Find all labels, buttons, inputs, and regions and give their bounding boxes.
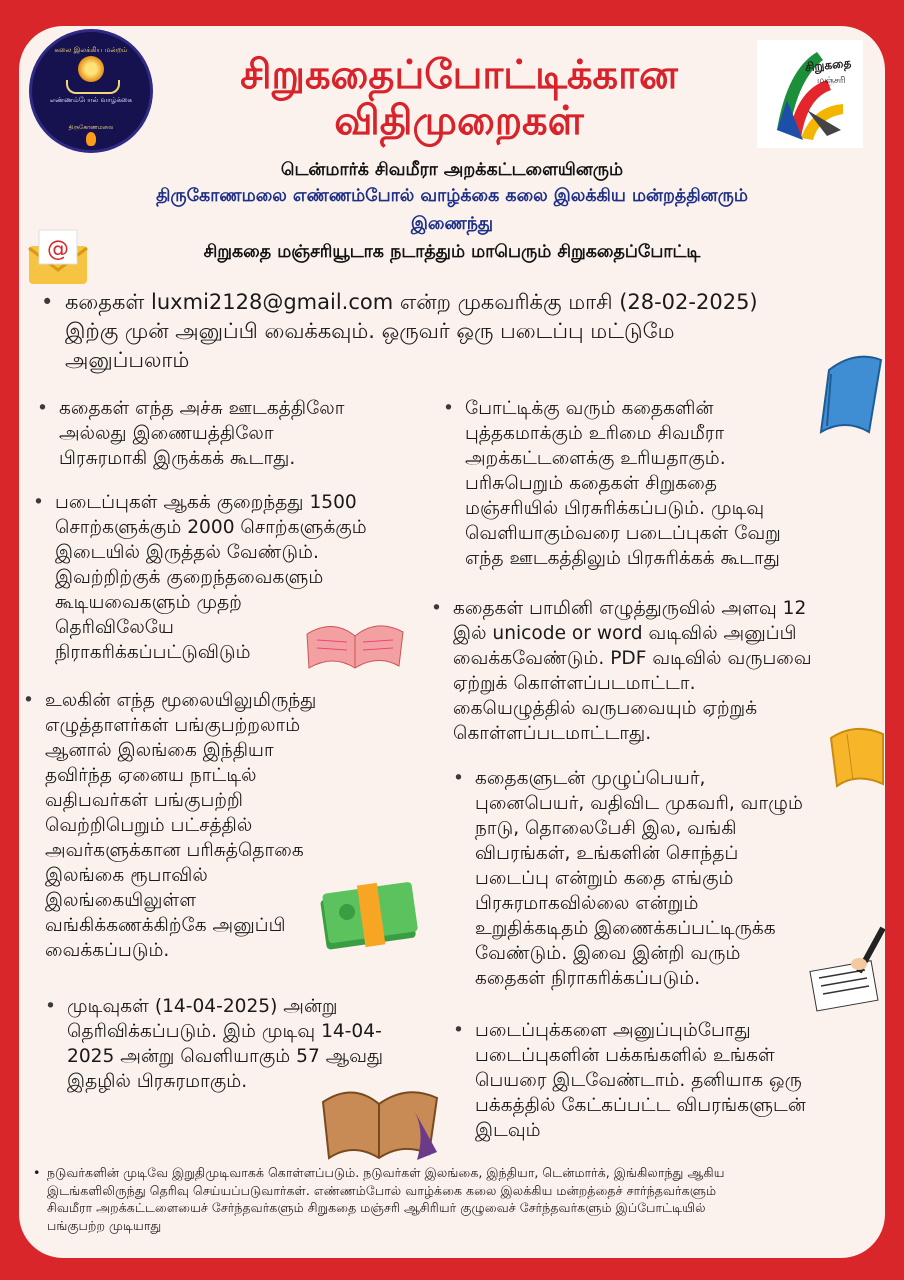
rule-line: கதைகள் நிராகரிக்கப்படும்.: [475, 968, 701, 989]
rule-line: படைப்புகளின் பக்கங்களில் உங்கள்: [475, 1045, 775, 1066]
rule-line: கதைகள் பாமினி எழுத்துருவில் அளவு 12: [453, 598, 807, 619]
forum-logo: [32, 32, 150, 150]
rule-line: தெரிவிக்கப்படும். இம் முடிவு 14-04-: [67, 1021, 382, 1042]
rule-line: இலங்கை ரூபாவில்: [45, 865, 208, 886]
bullet-dot: •: [23, 690, 34, 711]
organizer-line-2: திருகோணமலை எண்ணம்போல் வாழ்க்கை கலை இலக்கிய மன்றத்தினரும்: [156, 186, 748, 206]
rule-email-line: இற்கு முன் அனுப்பி வைக்கவும். ஒருவர் ஒரு படைப்பு மட்டுமே: [65, 319, 675, 343]
logo-top-text: கலை இலக்கிய மன்றம்: [54, 46, 128, 54]
rule-line: வெற்றிபெறும் பட்சத்தில்: [45, 815, 253, 836]
rule-line: படைப்பு என்றும் கதை எங்கும்: [475, 868, 734, 889]
rule-line: எந்த ஊடகத்திலும் பிரசுரிக்கக் கூடாது: [465, 548, 780, 569]
rule-line: முடிவுகள் (14-04-2025) அன்று: [67, 996, 338, 1017]
rule-line: போட்டிக்கு வரும் கதைகளின்: [465, 398, 714, 419]
bullet-dot: •: [41, 290, 54, 314]
bullet-dot: •: [33, 1165, 41, 1180]
magazine-logo: [757, 40, 863, 148]
magazine-logo-line2: மஞ்சரி: [817, 76, 846, 86]
rule-line: 2025 அன்று வெளியாகும் 57 ஆவது: [67, 1046, 384, 1067]
rule-line: வைக்கவேண்டும். PDF வடிவில் வருபவை: [453, 648, 812, 669]
bullet-dot: •: [37, 398, 48, 419]
pink-open-book-icon: [303, 614, 407, 674]
rule-line: கூடியவைகளும் முதற்: [55, 592, 242, 613]
bullet-dot: •: [45, 996, 56, 1017]
rule-line: கொள்ளப்படமாட்டாது.: [453, 723, 652, 744]
rule-line: மஞ்சரியில் பிரசுரிக்கப்படும். முடிவு: [465, 498, 765, 519]
rule-line: நாடு, தொலைபேசி இல, வங்கி: [475, 818, 737, 839]
rule-line: கையெழுத்தில் வருபவையும் ஏற்றுக்: [453, 698, 758, 719]
rule-line: அறக்கட்டளைக்கு உரியதாகும்.: [465, 448, 726, 469]
svg-text:@: @: [47, 237, 69, 262]
open-book-icon: [66, 80, 120, 94]
rule-line: எழுத்தாளர்கள் பங்குபற்றலாம்: [45, 715, 301, 736]
rule-line: நிராகரிக்கப்பட்டுவிடும்: [55, 642, 251, 663]
old-book-icon: [319, 1082, 443, 1166]
rule-line: அவர்களுக்கான பரிசுத்தொகை: [45, 840, 304, 861]
money-bundle-icon: [317, 882, 421, 952]
page-title-line2: விதிமுறைகள்: [334, 98, 584, 144]
page-title: சிறுகதைப்போட்டிக்கான: [240, 52, 678, 98]
organizer-line-3: இணைந்து: [410, 214, 494, 234]
pen-and-paper-icon: [809, 924, 885, 1016]
sun-icon: [78, 56, 104, 82]
rule-line: புத்தகமாக்கும் உரிமை சிவமீரா: [465, 423, 725, 444]
rule-email: [41, 288, 871, 376]
rule-line: இலங்கையிலுள்ள: [45, 890, 197, 911]
rule-line: இவற்றிற்குக் குறைந்தவைகளும்: [55, 567, 324, 588]
rule-line: அல்லது இணையத்திலோ: [59, 423, 274, 444]
rule-line: ஆனால் இலங்கை இந்தியா: [45, 740, 274, 761]
rule-line: உறுதிக்கடிதம் இணைக்கப்பட்டிருக்க: [475, 918, 776, 939]
blue-book-icon: [815, 340, 885, 436]
magazine-logo-line1: சிறுகதை: [804, 55, 852, 75]
poster-card: [19, 26, 885, 1258]
rule-line: பெயரை இடவேண்டாம். தனியாக ஒரு: [475, 1070, 802, 1091]
bullet-dot: •: [453, 1020, 464, 1041]
logo-bottom-text: திருகோணமலை: [68, 124, 114, 131]
lamp-flame-icon: [86, 132, 96, 146]
yellow-book-icon: [827, 724, 885, 788]
rule-line: தெரிவிலேயே: [55, 617, 174, 638]
rule-line: பிரசுரமாகவில்லை என்றும்: [475, 893, 699, 914]
rule-line: பரிசுபெறும் கதைகள் சிறுகதை: [465, 473, 717, 494]
footer-line: பங்குபற்ற முடியாது: [47, 1217, 162, 1233]
rule-line: வேண்டும். இவை இன்றி வரும்: [475, 943, 741, 964]
rule-line: வங்கிக்கணக்கிற்கே அனுப்பி: [45, 915, 286, 936]
organizer-line-1: டென்மார்க் சிவமீரா அறக்கட்டளையினரும்: [280, 160, 624, 180]
rule-line: தவிர்ந்த ஏனைய நாட்டில்: [45, 765, 257, 786]
rule-line: சொற்களுக்கும் 2000 சொற்களுக்கும்: [55, 517, 367, 538]
rule-line: இதழில் பிரசுரமாகும்.: [67, 1071, 248, 1092]
rule-line: பிரசுரமாகி இருக்கக் கூடாது.: [59, 448, 296, 469]
rule-email-line: அனுப்பலாம்: [65, 348, 190, 372]
rule-line: வதிபவர்கள் பங்குபற்றி: [45, 790, 243, 811]
footer-line: இடங்களிலிருந்து தெரிவு செய்யப்படுவார்கள். எண்ணம்போல் வாழ்க்கை கலை இலக்கிய மன்றத்தைச் சார்ந்தவர்களும்: [47, 1182, 717, 1198]
competition-name: சிறுகதை மஞ்சரியூடாக நடாத்தும் மாபெரும் சிறுகதைப்போட்டி: [203, 242, 701, 262]
rule-line: வைக்கப்படும்.: [45, 940, 170, 961]
bullet-dot: •: [443, 398, 454, 419]
rule-line: இல் unicode or word வடிவில் அனுப்பி: [453, 623, 797, 644]
rule-line: கதைகள் எந்த அச்சு ஊடகத்திலோ: [59, 398, 345, 419]
rule-line: படைப்புக்களை அனுப்பும்போது: [475, 1020, 751, 1041]
rule-email-line: கதைகள் luxmi2128@gmail.com என்ற முகவரிக்கு மாசி (28-02-2025): [65, 290, 758, 314]
bullet-dot: •: [453, 768, 464, 789]
bullet-dot: •: [431, 598, 442, 619]
rule-line: இடவும்: [475, 1120, 541, 1141]
rule-line: கதைகளுடன் முழுப்பெயர்,: [475, 768, 706, 789]
rule-line: படைப்புகள் ஆகக் குறைந்தது 1500: [55, 492, 357, 513]
footer-line: நடுவர்களின் முடிவே இறுதிமுடிவாகக் கொள்ளப்படும். நடுவர்கள் இலங்கை, இந்தியா, டென்மார்க், இங்கிலாந்து ஆகிய: [47, 1165, 725, 1180]
bullet-dot: •: [33, 492, 44, 513]
rule-line: வெளியாகும்வரை படைப்புகள் வேறு: [465, 523, 781, 544]
logo-middle-text: எண்ணம்போல் வாழ்க்கை: [49, 96, 133, 104]
rule-line: உலகின் எந்த மூலையிலுமிருந்து: [45, 690, 317, 711]
email-envelope-icon: [27, 226, 89, 288]
rule-line: புனைபெயர், வதிவிட முகவரி, வாழும்: [475, 793, 804, 814]
rule-line: ஏற்றுக் கொள்ளப்படமாட்டா.: [453, 673, 696, 694]
rule-line: பக்கத்தில் கேட்கப்பட்ட விபரங்களுடன்: [475, 1095, 806, 1116]
rule-line: விபரங்கள், உங்களின் சொந்தப்: [475, 843, 739, 864]
footer-line: சிவமீரா அறக்கட்டளையைச் சேர்ந்தவர்களும் சிறுகதை மஞ்சரி ஆசிரியர் குழுவைச் சேர்ந்தவர்களும் இப்போட்டியில்: [47, 1200, 706, 1215]
rule-line: இடையில் இருத்தல் வேண்டும்.: [55, 542, 319, 563]
